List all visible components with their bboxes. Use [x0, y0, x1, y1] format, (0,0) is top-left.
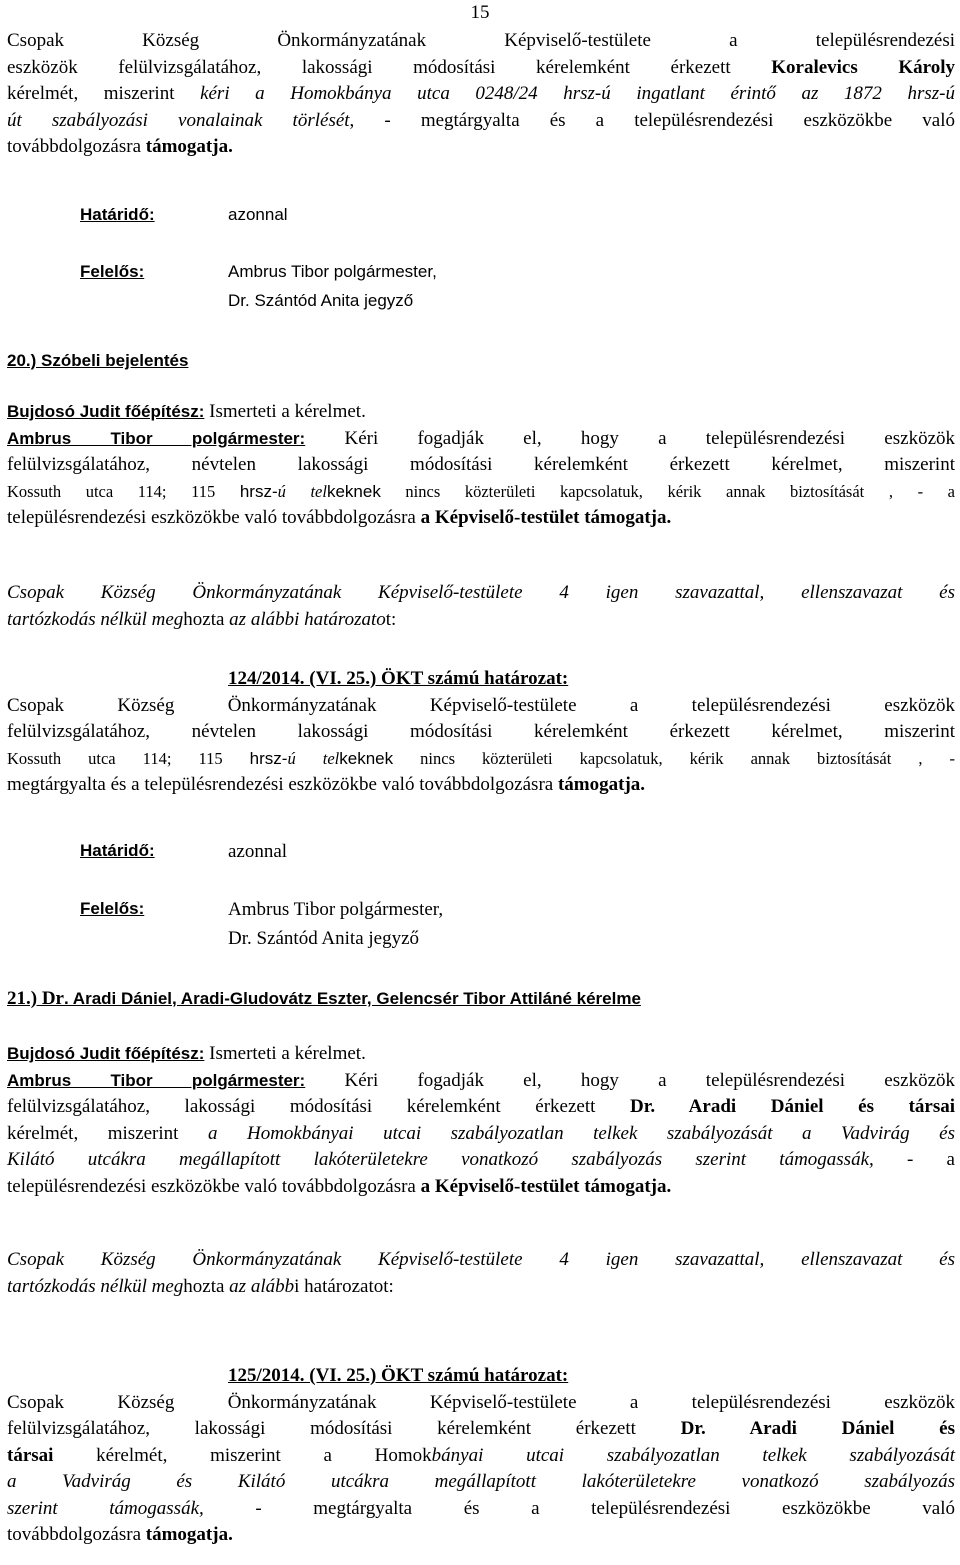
- intro-line-1: Csopak Község Önkormányzatának Képviselő-testülete a településrendezési: [7, 30, 956, 51]
- resolution-124-line-4: megtárgyalta és a településrendezési eszközökbe való továbbdolgozásra támogatja.: [7, 774, 646, 795]
- hatarido-label: Határidő:: [80, 841, 155, 860]
- hatarido-value: azonnal: [228, 205, 288, 224]
- item-21-heading: 21.) Dr. Aradi Dániel, Aradi-Gludovátz Eszter, Gelencsér Tibor Attiláné kérelme: [7, 988, 641, 1009]
- resolution-125-line-4: a Vadvirág és Kilátó utcákra megállapított lakóterületekre vonatkozó szabályozás: [7, 1471, 955, 1492]
- item-20-speaker-2-line-3: Kossuth utca 114; 115 hrsz-ú telkeknek nincs közterületi kapcsolatuk, kérik annak biztosítását , - a: [7, 481, 955, 501]
- felelos-label: Felelős:: [80, 899, 145, 918]
- intro-line-4: út szabályozási vonalainak törlését, - megtárgyalta és a településrendezési eszközökbe való: [7, 109, 955, 131]
- resolution-124-line-2: felülvizsgálatához, névtelen lakossági módosítási kérelemként érkezett kérelmet, miszerint: [7, 721, 955, 742]
- item-20-speaker-1: Bujdosó Judit főépítész: Ismerteti a kérelmet.: [7, 401, 366, 422]
- item-21-speaker-2-line-5: településrendezési eszközökbe való továbbdolgozásra a Képviselő-testület támogatja.: [7, 1175, 672, 1197]
- item-21-speaker-1: Bujdosó Judit főépítész: Ismerteti a kérelmet.: [7, 1043, 366, 1064]
- felelos-value-1: Ambrus Tibor polgármester,: [228, 262, 437, 281]
- resolution-125-line-2: felülvizsgálatához, lakossági módosítási kérelemként érkezett Dr. Aradi Dániel és: [7, 1418, 955, 1439]
- item-20-discussion: [7, 399, 955, 532]
- item-21-speaker-2-line-1: Ambrus Tibor polgármester: Kéri fogadják el, hogy a településrendezési eszközök: [7, 1069, 955, 1091]
- item-20-vote: [7, 580, 955, 633]
- felelos-value-2: Dr. Szántód Anita jegyző: [228, 291, 414, 310]
- item-20-vote-line-2: tartózkodás nélkül meghozta az alábbi határozatot:: [7, 608, 397, 630]
- item-21-speaker-2-line-3: kérelmét, miszerint a Homokbányai utcai szabályozatlan telkek szabályozását a Vadvirág és: [7, 1122, 955, 1144]
- item-20-heading: 20.) Szóbeli bejelentés: [7, 351, 189, 370]
- item-20-speaker-2-line-4: településrendezési eszközökbe való továbbdolgozásra a Képviselő-testület támogatja.: [7, 507, 672, 528]
- resolution-125-title: 125/2014. (VI. 25.) ÖKT számú határozat:: [228, 1365, 569, 1386]
- resolution-125-line-6: továbbdolgozásra támogatja.: [7, 1524, 233, 1545]
- item-21-vote-line-1: Csopak Község Önkormányzatának Képviselő-testülete 4 igen szavazattal, ellenszavazat és: [7, 1249, 955, 1270]
- resolution-125-line-3: társai kérelmét, miszerint a Homokbányai utcai szabályozatlan telkek szabályozását: [7, 1444, 955, 1466]
- item-20-speaker-2-line-2: felülvizsgálatához, névtelen lakossági módosítási kérelemként érkezett kérelmet, miszerint: [7, 454, 955, 475]
- intro-line-2: eszközök felülvizsgálatához, lakossági módosítási kérelemként érkezett Koralevics Károly: [7, 56, 955, 78]
- felelos-value-2: Dr. Szántód Anita jegyző: [228, 928, 420, 949]
- resolution-124-line-3: Kossuth utca 114; 115 hrsz-ú telkeknek nincs közterületi kapcsolatuk, kérik annak biztosítását , -: [7, 748, 956, 768]
- item-21-discussion: [7, 1041, 955, 1200]
- item-20-vote-line-1: Csopak Község Önkormányzatának Képviselő-testülete 4 igen szavazattal, ellenszavazat és: [7, 582, 955, 603]
- resolution-124-title: 124/2014. (VI. 25.) ÖKT számú határozat:: [228, 668, 569, 689]
- hatarido-value: azonnal: [228, 841, 288, 862]
- item-21-speaker-2-line-2: felülvizsgálatához, lakossági módosítási kérelemként érkezett Dr. Aradi Dániel és társai: [7, 1096, 955, 1117]
- intro-line-5: továbbdolgozásra támogatja.: [7, 136, 233, 157]
- resolution-125-line-1: Csopak Község Önkormányzatának Képviselő-testülete a településrendezési eszközök: [7, 1391, 955, 1413]
- resolution-125: [7, 1363, 955, 1549]
- item-21-vote: [7, 1247, 955, 1300]
- resolution-125-line-5: szerint támogassák, - megtárgyalta és a településrendezési eszközökbe való: [7, 1497, 955, 1519]
- intro-line-3: kérelmét, miszerint kéri a Homokbánya utca 0248/24 hrsz-ú ingatlant érintő az 1872 hrsz-ú: [7, 83, 955, 104]
- resolution-124: [7, 666, 955, 799]
- felelos-value-1: Ambrus Tibor polgármester,: [228, 899, 444, 920]
- hatarido-label: Határidő:: [80, 205, 155, 224]
- intro-paragraph: [7, 28, 955, 161]
- page-number: 15: [470, 2, 490, 23]
- item-21-speaker-2-line-4: Kilátó utcákra megállapított lakóterületekre vonatkozó szabályozás szerint támogassák, - a: [7, 1149, 955, 1170]
- felelos-label: Felelős:: [80, 262, 145, 281]
- resolution-124-line-1: Csopak Község Önkormányzatának Képviselő-testülete a településrendezési eszközök: [7, 694, 955, 716]
- item-21-vote-line-2: tartózkodás nélkül meghozta az alábbi határozatot:: [7, 1275, 394, 1297]
- item-20-speaker-2-line-1: Ambrus Tibor polgármester: Kéri fogadják el, hogy a településrendezési eszközök: [7, 427, 955, 449]
